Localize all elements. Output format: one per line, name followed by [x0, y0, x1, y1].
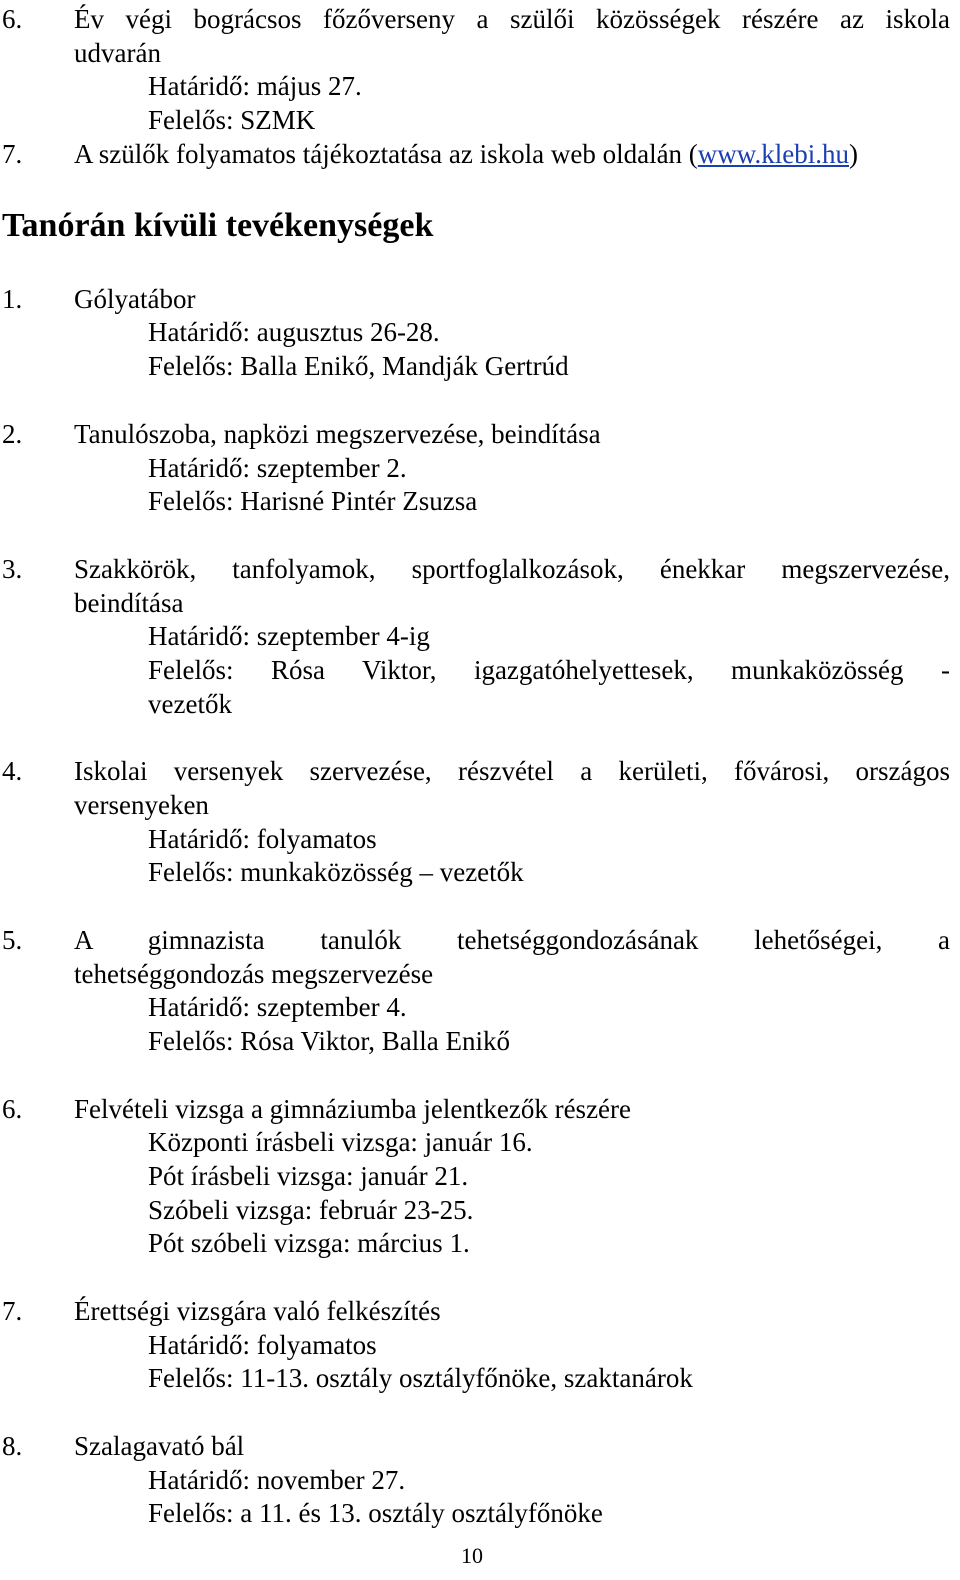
item-1-title: Gólyatábor — [74, 284, 196, 314]
page-number: 10 — [461, 1543, 483, 1568]
intro-item-6-deadline: Határidő: május 27. — [148, 71, 362, 101]
item-6-detail: Szóbeli vizsga: február 23-25. — [148, 1195, 474, 1225]
intro-item-7-text — [74, 137, 858, 171]
intro-item-6-line2: udvarán — [74, 38, 161, 68]
item-8-deadline: Határidő: november 27. — [148, 1465, 406, 1495]
item-2-title: Tanulószoba, napközi megszervezése, beindítása — [74, 419, 601, 449]
item-2-number: 2. — [2, 419, 23, 449]
item-5-deadline: Határidő: szeptember 4. — [148, 992, 407, 1022]
item-6-detail: Pót írásbeli vizsga: január 21. — [148, 1161, 469, 1191]
item-6-detail: Központi írásbeli vizsga: január 16. — [148, 1127, 533, 1157]
intro-item-7-number: 7. — [2, 139, 23, 169]
item-5-responsible: Felelős: Rósa Viktor, Balla Enikő — [148, 1026, 511, 1056]
item-1-deadline: Határidő: augusztus 26-28. — [148, 317, 440, 347]
item-8-responsible: Felelős: a 11. és 13. osztály osztályfőnöke — [148, 1498, 603, 1528]
item-4-deadline: Határidő: folyamatos — [148, 824, 377, 854]
item-3-title-line2: beindítása — [74, 588, 184, 618]
item-8-title: Szalagavató bál — [74, 1431, 245, 1461]
section-title: Tanórán kívüli tevékenységek — [2, 207, 434, 244]
item-3-responsible-line1: Felelős: Rósa Viktor, igazgatóhelyettesek, munkaközösség - — [148, 655, 950, 685]
item-7-deadline: Határidő: folyamatos — [148, 1330, 377, 1360]
item-3-number: 3. — [2, 554, 23, 584]
item-1-number: 1. — [2, 284, 23, 314]
intro-item-7-text-before: A szülők folyamatos tájékoztatása az iskola web oldalán ( — [74, 139, 698, 169]
item-3-deadline: Határidő: szeptember 4-ig — [148, 621, 430, 651]
item-7-number: 7. — [2, 1296, 23, 1326]
intro-item-6-responsible: Felelős: SZMK — [148, 105, 316, 135]
item-2-deadline: Határidő: szeptember 2. — [148, 453, 407, 483]
item-8-number: 8. — [2, 1431, 23, 1461]
item-4-number: 4. — [2, 756, 23, 786]
intro-item-6-number: 6. — [2, 4, 23, 34]
item-7-responsible: Felelős: 11-13. osztály osztályfőnöke, szaktanárok — [148, 1363, 693, 1393]
item-7-title: Érettségi vizsgára való felkészítés — [74, 1296, 441, 1326]
school-website-link[interactable]: www.klebi.hu — [697, 139, 850, 169]
item-5-title-line1: A gimnazista tanulók tehetséggondozásának lehetőségei, a — [74, 925, 950, 955]
item-3-title-line1: Szakkörök, tanfolyamok, sportfoglalkozások, énekkar megszervezése, — [74, 554, 950, 584]
item-1-responsible: Felelős: Balla Enikő, Mandják Gertrúd — [148, 351, 569, 381]
item-2-responsible: Felelős: Harisné Pintér Zsuzsa — [148, 486, 478, 516]
item-6-detail: Pót szóbeli vizsga: március 1. — [148, 1228, 470, 1258]
item-4-responsible: Felelős: munkaközösség – vezetők — [148, 857, 524, 887]
item-4-title-line1: Iskolai versenyek szervezése, részvétel a kerületi, fővárosi, országos — [74, 756, 950, 786]
intro-item-6-line1: Év végi bográcsos főzőverseny a szülői közösségek részére az iskola — [74, 4, 950, 34]
item-3-responsible-line2: vezetők — [148, 689, 232, 719]
item-6-number: 6. — [2, 1094, 23, 1124]
intro-item-7-text-after: ) — [849, 139, 859, 169]
item-5-title-line2: tehetséggondozás megszervezése — [74, 959, 434, 989]
item-4-title-line2: versenyeken — [74, 790, 209, 820]
item-5-number: 5. — [2, 925, 23, 955]
item-6-title: Felvételi vizsga a gimnáziumba jelentkezők részére — [74, 1094, 632, 1124]
